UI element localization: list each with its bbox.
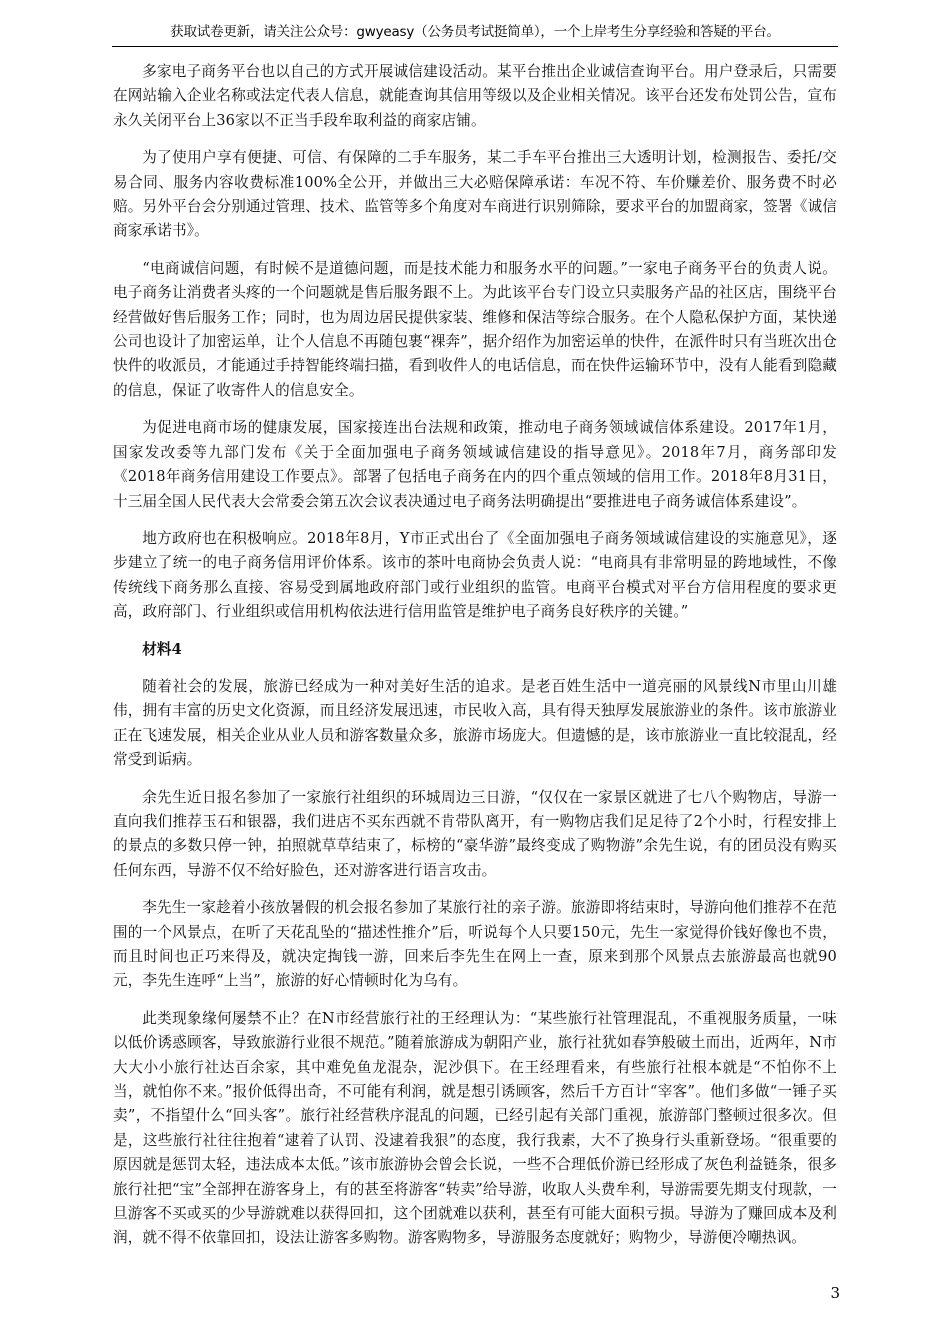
paragraph: 为促进电商市场的健康发展，国家接连出台法规和政策，推动电子商务领域诚信体系建设。2017年1月，国家发改委等九部门发布《关于全面加强电子商务领域诚信建设的指导意见》。2018年7月，商务部印发《2018年商务信用建设工作要点》。部署了包括电子商务在内的四个重点领域的信用工作。2018年8月31日，十三届全国人民代表大会常委会第五次会议表决通过电子商务法明确提出“要推进电子商务诚信体系建设”。: [113, 419, 837, 510]
paragraph: 地方政府也在积极响应。2018年8月，Y市正式出台了《全面加强电子商务领域诚信建设的实施意见》，逐步建立了统一的电子商务信用评价体系。该市的茶叶电商协会负责人说：“电商具有非常明显的跨地域性，不像传统线下商务那么直接、容易受到属地政府部门或行业组织的监管。电商平台模式对平台方信用程度的要求更高，政府部门、行业组织或信用机构依法进行信用监管是维护电子商务良好秩序的关键。”: [113, 529, 837, 621]
paragraph: “电商诚信问题，有时候不是道德问题，而是技术能力和服务水平的问题。”一家电子商务平台的负责人说。电子商务让消费者头疼的一个问题就是售后服务跟不上。为此该平台专门设立只卖服务产品的社区店，围绕平台经营做好售后服务工作；同时，也为周边居民提供家装、维修和保洁等综合服务。在个人隐私保护方面，某快递公司也设计了加密运单，让个人信息不再随包裹“裸奔”，据介绍作为加密运单的快件，在派件时只有当班次出仓快件的收派员，才能通过手持智能终端扫描，看到收件人的电话信息，而在快件运输环节中，没有人能看到隐藏的信息，保证了收寄件人的信息安全。: [113, 259, 837, 399]
paragraph: 多家电子商务平台也以自己的方式开展诚信建设活动。某平台推出企业诚信查询平台。用户登录后，只需要在网站输入企业名称或法定代表人信息，就能查询其信用等级以及企业相关情况。该平台还发布处罚公告，宣布永久关闭平台上36家以不正当手段牟取利益的商家店铺。: [113, 63, 837, 129]
paragraph: 此类现象缘何屡禁不止？在N市经营旅行社的王经理认为：“某些旅行社管理混乱，不重视服务质量，一味以低价诱惑顾客，导致旅游行业很不规范。”随着旅游成为朝阳产业，旅行社犹如春笋般破土而出，近两年，N市大大小小旅行社达百余家，其中难免鱼龙混杂，泥沙俱下。在王经理看来，有些旅行社根本就是“不怕你不上当，就怕你不来。”报价低得出奇，不可能有利润，就是想引诱顾客，然后千方百计“宰客”。他们多做“一锤子买卖”，不指望什么“回头客”。旅行社经营秩序混乱的问题，已经引起有关部门重视，旅游部门整顿过很多次。但是，这些旅行社往往抱着“逮着了认罚、没逮着我狠”的态度，我行我素，大不了换身行头重新登场。“很重要的原因就是惩罚太轻，违法成本太低。”该市旅游协会曾会长说，一些不合理低价游已经形成了灰色利益链条，很多旅行社把“宝”全部押在游客身上，有的甚至将游客“转卖”给导游，收取人头费牟利，导游需要先期支付现款，一旦游客不买或买的少导游就难以获得回扣，这个团就难以获利，甚至有可能大面积亏损。导游为了赚回成本及利润，就不得不依靠回扣，设法让游客多购物。游客购物多，导游服务态度就好；购物少，导游便冷嘲热讽。: [113, 1009, 837, 1247]
page-number: 3: [830, 1284, 840, 1302]
paragraph: 随着社会的发展，旅游已经成为一种对美好生活的追求。是老百姓生活中一道亮丽的风景线N市里山川雄伟，拥有丰富的历史文化资源，而且经济发展迅速，市民收入高，具有得天独厚发展旅游业的条件。该市旅游业正在飞速发展，相关企业从业人员和游客数量众多，旅游市场庞大。但遗憾的是，该市旅游业一直比较混乱，经常受到诟病。: [113, 677, 837, 769]
paragraph: 余先生近日报名参加了一家旅行社组织的环城周边三日游，“仅仅在一家景区就进了七八个购物店，导游一直向我们推荐玉石和银器，我们进店不买东西就不肯带队离开，有一购物店我们足足待了2个小时，行程安排上的景点的多数只停一钟，拍照就草草结束了，标榜的“豪华游”最终变成了购物游”余先生说，有的团员没有购买任何东西，导游不仅不给好脸色，还对游客进行语言攻击。: [113, 788, 837, 879]
paragraph: 李先生一家趁着小孩放暑假的机会报名参加了某旅行社的亲子游。旅游即将结束时，导游向他们推荐不在范围的一个风景点，在听了天花乱坠的“描述性推介”后，听说每个人只要150元，先生一家觉得价钱好像也不贵，而且时间也正巧来得及，就决定掏钱一游，回来后李先生在网上一查，原来到那个风景点去旅游最高也就90元，李先生连呼“上当”，旅游的好心情顿时化为乌有。: [113, 899, 837, 990]
header-notice: 获取试卷更新，请关注公众号：gwyeasy（公务员考试挺简单），一个上岸考生分享经验和答疑的平台。: [170, 24, 780, 40]
document-body: [113, 60, 837, 1264]
header-divider: [112, 46, 838, 47]
paragraph: 为了使用户享有便捷、可信、有保障的二手车服务，某二手车平台推出三大透明计划，检测报告、委托/交易合同、服务内容收费标准100%全公开，并做出三大必赔保障承诺：车况不符、车价赚差价、服务费不时必赔。另外平台会分别通过管理、技术、监管等多个角度对车商进行识别筛除，要求平台的加盟商家，签署《诚信商家承诺书》。: [113, 149, 837, 240]
section-heading: 材料4: [142, 640, 182, 658]
